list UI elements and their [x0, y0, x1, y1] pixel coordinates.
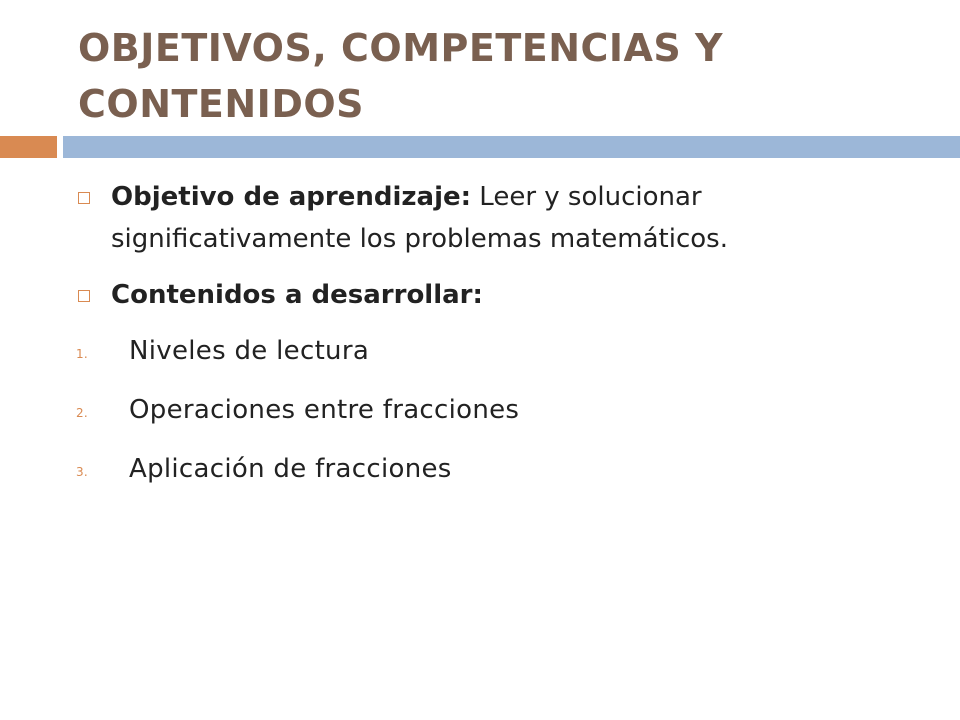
item-text: Niveles de lectura — [129, 336, 370, 366]
numbered-item — [72, 330, 932, 372]
square-bullet-icon — [78, 290, 90, 302]
item-text: Aplicación de fracciones — [129, 454, 452, 484]
title-rule-orange — [0, 136, 57, 158]
bullet-contenidos — [72, 274, 932, 316]
square-bullet-icon — [78, 192, 90, 204]
bullet-text: Leer y solucionar significativamente los problemas matemáticos. — [111, 182, 728, 254]
item-number: 3. — [76, 465, 89, 479]
bullet-objetivo — [72, 176, 932, 260]
slide-content — [72, 176, 932, 507]
item-number: 2. — [76, 406, 89, 420]
bullet-label: Objetivo de aprendizaje: — [111, 182, 472, 212]
numbered-item — [72, 389, 932, 431]
numbered-item — [72, 448, 932, 490]
slide-title: OBJETIVOS, COMPETENCIAS Y CONTENIDOS — [78, 26, 724, 126]
item-text: Operaciones entre fracciones — [129, 395, 520, 425]
title-rule-blue — [63, 136, 960, 158]
item-number: 1. — [76, 347, 89, 361]
bullet-label: Contenidos a desarrollar: — [111, 280, 483, 310]
